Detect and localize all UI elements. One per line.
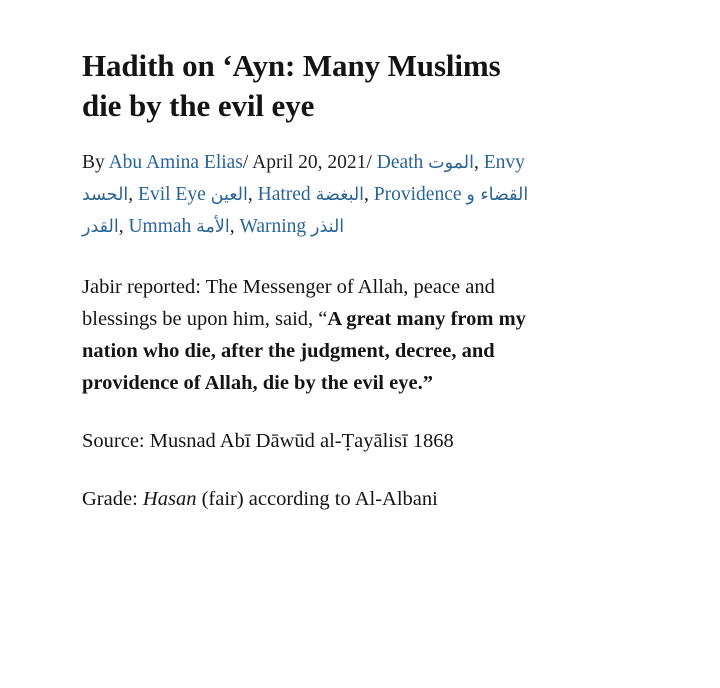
category-link-ummah-ar[interactable]: الأمة bbox=[196, 216, 230, 237]
source-label: Source: bbox=[82, 429, 145, 452]
category-link-hatred-ar[interactable]: البغضة bbox=[315, 184, 365, 205]
grade-rest: (fair) according to Al-Albani bbox=[201, 487, 438, 510]
source-text: Musnad Abī Dāwūd al-Ṭayālisī 1868 bbox=[149, 429, 454, 452]
category-link-hatred[interactable]: Hatred bbox=[257, 183, 311, 205]
byline-separator-2: / bbox=[366, 152, 372, 174]
narration-paragraph bbox=[82, 272, 544, 400]
narration-intro: Jabir reported: The Messenger of Allah, peace and blessings be upon him, said, “ bbox=[82, 276, 495, 331]
category-link-providence-ar[interactable]: القضاء و القدر bbox=[82, 184, 529, 237]
byline-comma-1: , bbox=[474, 152, 479, 174]
category-link-death-ar[interactable]: الموت bbox=[428, 153, 474, 174]
byline-comma-4: , bbox=[364, 183, 369, 205]
category-link-providence[interactable]: Providence bbox=[373, 183, 462, 205]
publish-date: April 20, 2021 bbox=[252, 152, 367, 174]
category-link-evil-eye[interactable]: Evil Eye bbox=[138, 183, 206, 205]
category-link-death[interactable]: Death bbox=[376, 152, 424, 174]
category-link-envy-ar[interactable]: الحسد bbox=[82, 184, 129, 205]
byline-comma-6: , bbox=[229, 215, 235, 237]
grade-paragraph bbox=[82, 484, 552, 516]
category-link-warning[interactable]: Warning bbox=[239, 215, 307, 237]
narration-quote: A great many from my nation who die, after the judgment, decree, and providence of Allah, die by the evil eye.” bbox=[82, 308, 526, 394]
byline-comma-3: , bbox=[247, 183, 253, 205]
byline-comma-2: , bbox=[128, 183, 134, 205]
grade-label: Grade: bbox=[82, 487, 138, 510]
byline-comma-5: , bbox=[118, 215, 124, 237]
category-link-envy[interactable]: Envy bbox=[483, 152, 525, 174]
page-title: Hadith on ‘Ayn: Many Muslims die by the evil eye bbox=[82, 48, 501, 123]
category-link-warning-ar[interactable]: النذر bbox=[311, 216, 345, 237]
byline bbox=[82, 147, 534, 242]
grade-value: Hasan bbox=[142, 487, 197, 510]
category-link-ummah[interactable]: Ummah bbox=[128, 215, 192, 237]
category-link-evil-eye-ar[interactable]: العين bbox=[210, 184, 248, 205]
byline-by-label: By bbox=[82, 152, 105, 174]
author-link[interactable]: Abu Amina Elias bbox=[108, 152, 243, 174]
byline-separator-1: / bbox=[242, 152, 249, 174]
source-paragraph bbox=[82, 426, 544, 458]
